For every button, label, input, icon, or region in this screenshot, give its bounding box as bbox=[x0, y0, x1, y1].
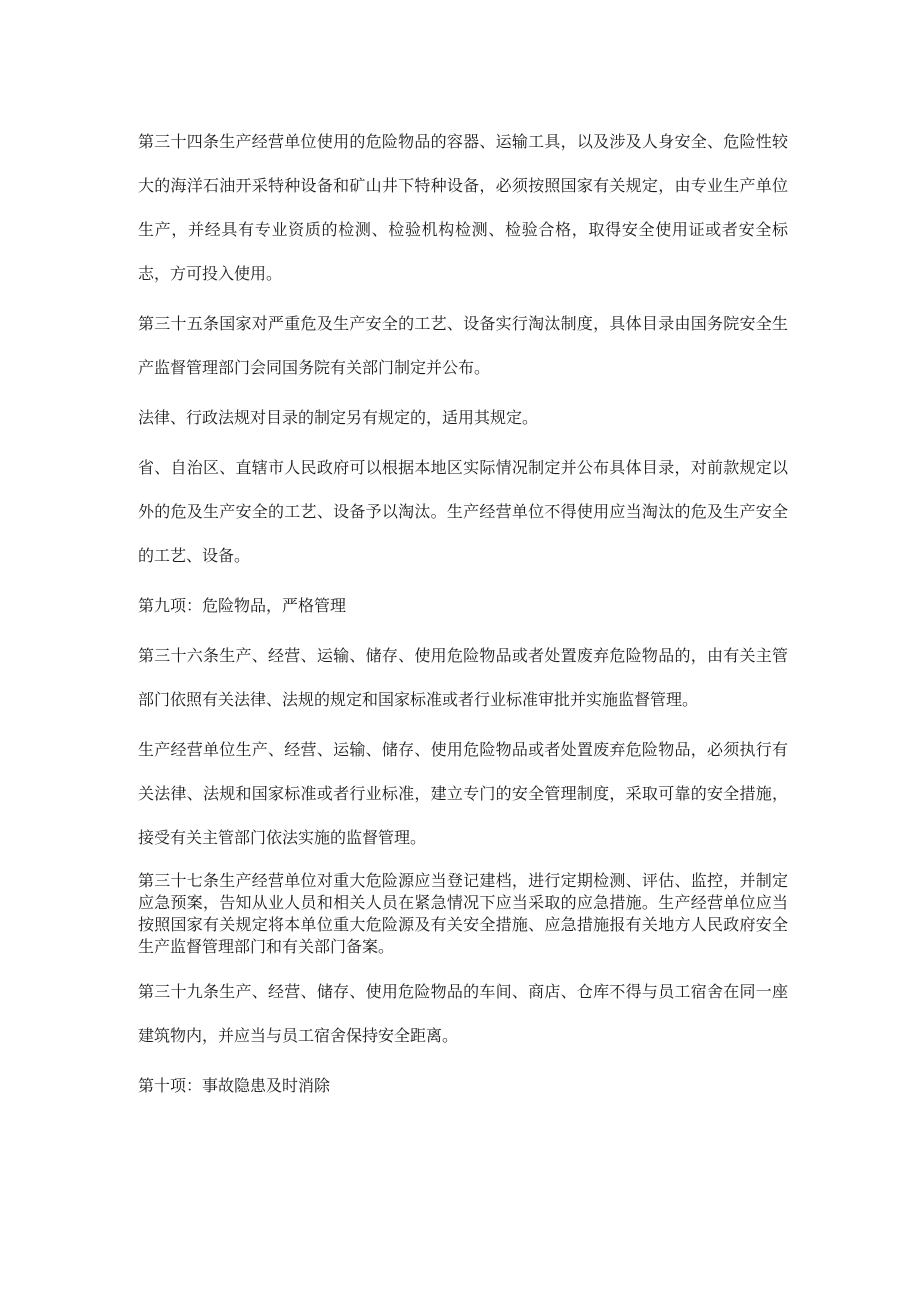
article-35-clause-3: 省、自治区、直辖市人民政府可以根据本地区实际情况制定并公布具体目录，对前款规定以外的危及生产安全的工艺、设备予以淘汰。生产经营单位不得使用应当淘汰的危及生产安全的工艺、设备。 bbox=[138, 458, 788, 565]
article-35-clause-2: 法律、行政法规对目录的制定另有规定的，适用其规定。 bbox=[138, 408, 539, 427]
article-35-paragraph: 第三十五条国家对严重危及生产安全的工艺、设备实行淘汰制度，具体目录由国务院安全生产监督管理部门会同国务院有关部门制定并公布。 bbox=[138, 314, 788, 377]
article-36-clause-2: 生产经营单位生产、经营、运输、储存、使用危险物品或者处置废弃危险物品，必须执行有关法律、法规和国家标准或者行业标准，建立专门的安全管理制度，采取可靠的安全措施，接受有关主管部门依法实施的监督管理。 bbox=[138, 740, 788, 847]
article-39-paragraph: 第三十九条生产、经营、储存、使用危险物品的车间、商店、仓库不得与员工宿舍在同一座建筑物内，并应当与员工宿舍保持安全距离。 bbox=[138, 982, 788, 1045]
article-36-paragraph: 第三十六条生产、经营、运输、储存、使用危险物品或者处置废弃危险物品的，由有关主管部门依照有关法律、法规的规定和国家标准或者行业标准审批并实施监督管理。 bbox=[138, 646, 788, 709]
section-10-heading: 第十项：事故隐患及时消除 bbox=[138, 1076, 331, 1095]
article-34-paragraph: 第三十四条生产经营单位使用的危险物品的容器、运输工具，以及涉及人身安全、危险性较大的海洋石油开采特种设备和矿山井下特种设备，必须按照国家有关规定，由专业生产单位生产，并经具有专业资质的检测、检验机构检测、检验合格，取得安全使用证或者安全标志，方可投入使用。 bbox=[138, 132, 788, 283]
section-9-heading: 第九项：危险物品，严格管理 bbox=[138, 596, 347, 615]
article-37-paragraph: 第三十七条生产经营单位对重大危险源应当登记建档，进行定期检测、评估、监控，并制定应急预案，告知从业人员和相关人员在紧急情况下应当采取的应急措施。生产经营单位应当按照国家有关规定将本单位重大危险源及有关安全措施、应急措施报有关地方人民政府安全生产监督管理部门和有关部门备案。 bbox=[138, 871, 788, 956]
document-body bbox=[138, 120, 788, 1114]
